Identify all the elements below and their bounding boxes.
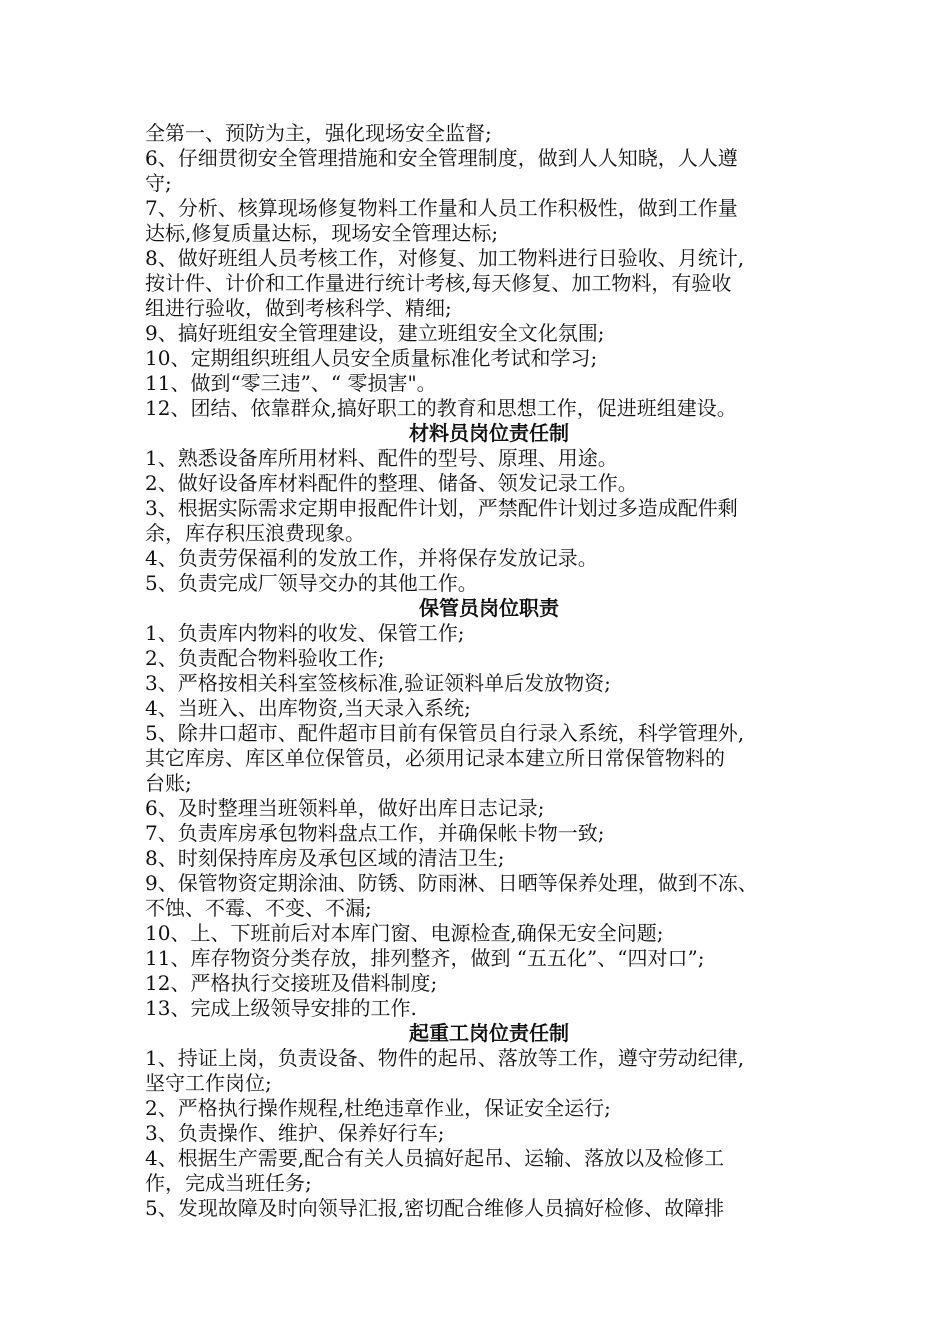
text-line: 不蚀、不霉、不变、不漏; [145,896,372,920]
text-line: 2、做好设备库材料配件的整理、储备、领发记录工作。 [145,471,638,495]
text-line: 4、根据生产需要,配合有关人员搞好起吊、运输、落放以及检修工 [145,1146,725,1170]
section-title: 保管员岗位职责 [419,596,559,620]
text-line: 12、严格执行交接班及借料制度; [145,971,438,995]
text-line: 其它库房、库区单位保管员，必须用记录本建立所日常保管物料的 [145,746,725,770]
text-line: 11、做到“零三违”、“ 零损害"。 [145,371,437,395]
document-page [145,121,825,1221]
text-line: 9、搞好班组安全管理建设，建立班组安全文化氛围; [145,321,605,345]
text-line: 1、负责库内物料的收发、保管工作; [145,621,465,645]
text-line: 按计件、计价和工作量进行统计考核,每天修复、加工物料，有验收 [145,271,732,295]
text-line: 作，完成当班任务; [145,1171,312,1195]
text-line: 10、定期组织班组人员安全质量标准化考试和学习; [145,346,598,370]
text-line: 组进行验收，做到考核科学、精细; [145,296,452,320]
section-storekeeper [145,596,825,1021]
text-line: 7、分析、核算现场修复物料工作量和人员工作积极性，做到工作量 [145,196,738,220]
text-line: 3、严格按相关科室签核标准,验证领料单后发放物资; [145,671,611,695]
text-line: 台账; [145,771,192,795]
text-line: 全第一、预防为主，强化现场安全监督; [145,121,492,145]
text-line: 9、保管物资定期涂油、防锈、防雨淋、日晒等保养处理，做到不冻、 [145,871,758,895]
text-line: 12、团结、依靠群众,搞好职工的教育和思想工作，促进班组建设。 [145,396,737,420]
text-line: 5、除井口超市、配件超市目前有保管员自行录入系统，科学管理外, [145,721,745,745]
text-line: 1、持证上岗，负责设备、物件的起吊、落放等工作，遵守劳动纪律, [145,1046,745,1070]
text-line: 3、负责操作、维护、保养好行车; [145,1121,445,1145]
text-line: 10、上、下班前后对本库门窗、电源检查,确保无安全问题; [145,921,664,945]
text-line: 达标,修复质量达标，现场安全管理达标; [145,221,499,245]
text-line: 3、根据实际需求定期申报配件计划，严禁配件计划过多造成配件剩 [145,496,738,520]
text-line: 2、负责配合物料验收工作; [145,646,385,670]
text-line: 6、仔细贯彻安全管理措施和安全管理制度，做到人人知晓，人人遵 [145,146,738,170]
text-line: 1、熟悉设备库所用材料、配件的型号、原理、用途。 [145,446,618,470]
text-line: 7、负责库房承包物料盘点工作，并确保帐卡物一致; [145,821,605,845]
text-line: 坚守工作岗位; [145,1071,272,1095]
section-crane-operator [145,1021,825,1221]
text-line: 8、做好班组人员考核工作，对修复、加工物料进行日验收、月统计, [145,246,745,270]
text-line: 8、时刻保持库房及承包区域的清洁卫生; [145,846,505,870]
text-line: 6、及时整理当班领料单，做好出库日志记录; [145,796,545,820]
text-line: 4、当班入、出库物资,当天录入系统; [145,696,471,720]
text-line: 守; [145,171,172,195]
text-line: 13、完成上级领导安排的工作. [145,996,417,1020]
intro-block [145,121,825,421]
text-line: 4、负责劳保福利的发放工作，并将保存发放记录。 [145,546,598,570]
text-line: 2、严格执行操作规程,杜绝违章作业，保证安全运行; [145,1096,611,1120]
text-line: 余，库存积压浪费现象。 [145,521,365,545]
section-title: 材料员岗位责任制 [409,421,569,445]
text-line: 11、库存物资分类存放，排列整齐，做到 “五五化”、“四对口”; [145,946,705,970]
section-material-clerk [145,421,825,596]
text-line: 5、发现故障及时向领导汇报,密切配合维修人员搞好检修、故障排 [145,1196,725,1220]
section-title: 起重工岗位责任制 [409,1021,569,1045]
text-line: 5、负责完成厂领导交办的其他工作。 [145,571,478,595]
